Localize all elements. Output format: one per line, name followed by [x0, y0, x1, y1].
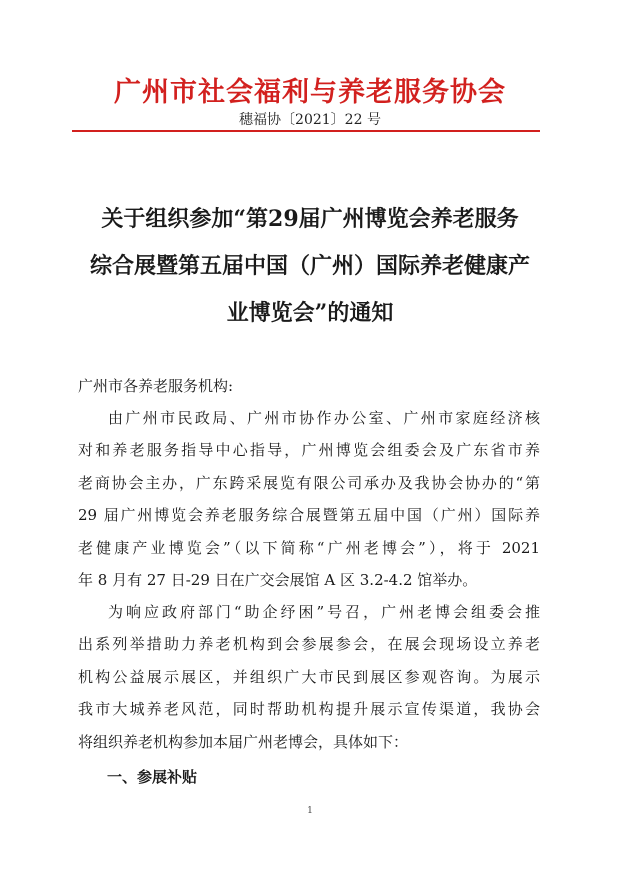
paragraph-line: 年 8 月有 27 日-29 日在广交会展馆 A 区 3.2-4.2 馆举办。	[78, 570, 478, 589]
paragraph-line: 出系列举措助力养老机构到会参展参会，在展会现场设立养老	[78, 635, 540, 654]
paragraph-line: 我市大城养老风范，同时帮助机构提升展示宣传渠道，我协会	[78, 700, 540, 719]
notice-title-line: 关于组织参加“第29届广州博览会养老服务	[101, 206, 519, 232]
paragraph-2	[78, 596, 540, 758]
paragraph-1	[78, 402, 540, 596]
paragraph-line: 机构公益展示展区，并组织广大市民到展区参观咨询。为展示	[78, 667, 540, 686]
page-number: 1	[307, 806, 313, 816]
organization-name: 广州市社会福利与养老服务协会	[114, 77, 506, 108]
paragraph-line: 由广州市民政局、广州市协作办公室、广州市家庭经济核	[108, 409, 540, 427]
paragraph-line: 将组织养老机构参加本届广州老博会，具体如下：	[78, 732, 409, 751]
document-number: 穗福协〔2021〕22 号	[239, 112, 381, 128]
notice-title	[70, 196, 550, 337]
red-divider-line	[72, 130, 540, 132]
notice-title-line: 业博览会”的通知	[226, 300, 394, 326]
salutation-text: 广州市各养老服务机构:	[78, 377, 234, 395]
paragraph-line: 对和养老服务指导中心指导，广州博览会组委会及广东省市养	[78, 441, 540, 460]
paragraph-line: 老健康产业博览会”（以下简称“广州老博会”），将于 2021	[78, 538, 540, 557]
section-heading: 一、参展补贴	[107, 768, 198, 786]
salutation	[78, 370, 540, 402]
paragraph-line: 为响应政府部门“助企纾困”号召，广州老博会组委会推	[108, 603, 540, 621]
paragraph-line: 老商协会主办，广东跨采展览有限公司承办及我协会协办的“第	[78, 473, 540, 492]
paragraph-line: 29 届广州博览会养老服务综合展暨第五届中国（广州）国际养	[78, 506, 540, 525]
notice-title-line: 综合展暨第五届中国（广州）国际养老健康产	[89, 253, 530, 279]
